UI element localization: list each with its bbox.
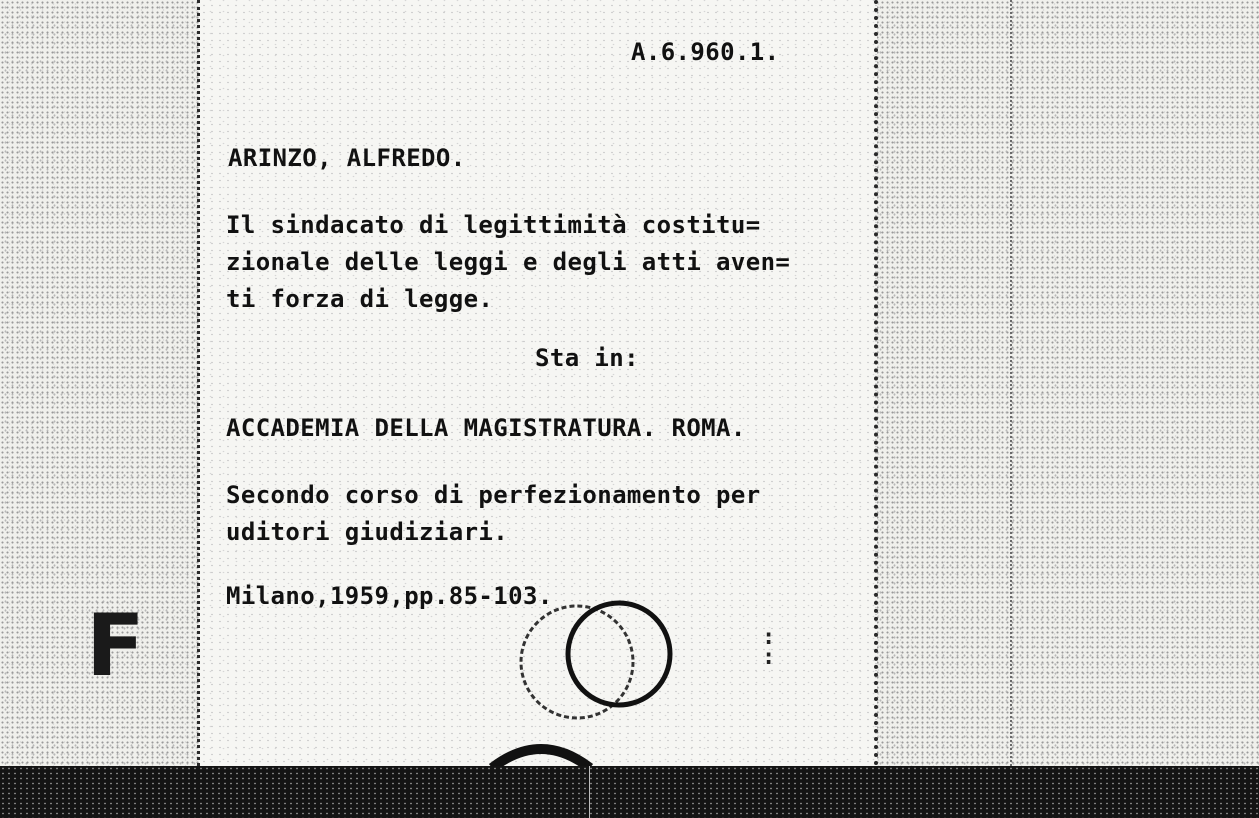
sta-in-label: Sta in:	[535, 344, 639, 372]
publisher-name: ACCADEMIA DELLA MAGISTRATURA. ROMA.	[226, 414, 746, 442]
title-line: Il sindacato di legittimità costitu=	[226, 211, 761, 239]
punch-hole-stamp-icon	[514, 600, 684, 720]
punch-marks: : :	[762, 625, 776, 670]
title-line: ti forza di legge.	[226, 285, 494, 313]
card-right-edge	[874, 0, 878, 766]
stamp-arc-icon	[486, 734, 596, 768]
author-name: ARINZO, ALFREDO.	[228, 144, 466, 172]
course-line: Secondo corso di perfezionamento per	[226, 481, 761, 509]
course-description	[226, 477, 761, 551]
catalog-code: A.6.960.1.	[631, 38, 780, 66]
course-line: uditori giudiziari.	[226, 518, 509, 546]
band-divider	[589, 766, 590, 818]
card-left-edge	[197, 0, 200, 766]
title-line: zionale delle leggi e degli atti aven=	[226, 248, 791, 276]
margin-letter-mark: F	[86, 596, 145, 696]
scanner-bottom-band	[0, 766, 1259, 818]
work-title	[226, 207, 790, 318]
background-fold-line	[1010, 0, 1012, 766]
publication-details: Milano,1959,pp.85-103.	[226, 582, 553, 610]
